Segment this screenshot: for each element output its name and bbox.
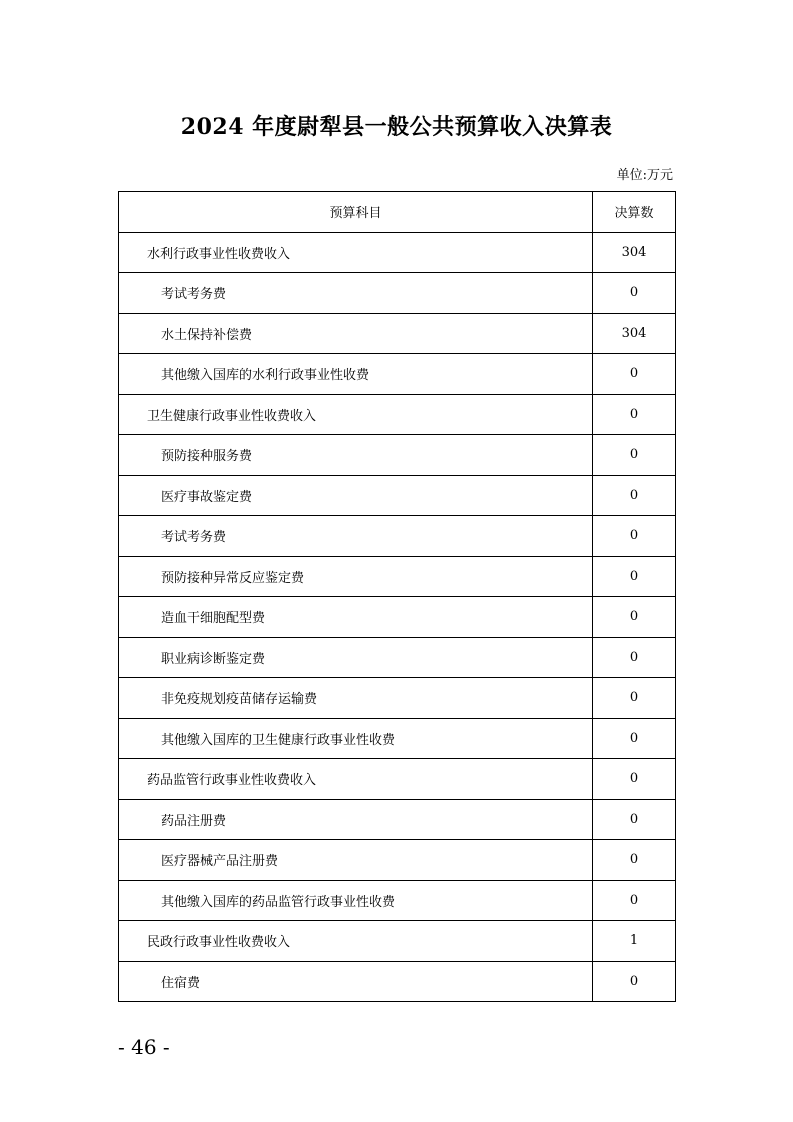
table-row [119, 921, 676, 962]
page-title: 2024 年度尉犁县一般公共预算收入决算表 [180, 114, 613, 140]
table-row [119, 840, 676, 881]
unit-label: 单位:万元 [616, 168, 673, 183]
table-row [119, 759, 676, 800]
category-cell: 卫生健康行政事业性收费收入 [119, 394, 593, 435]
amount-cell: 0 [593, 273, 676, 314]
subitem-cell: 造血干细胞配型费 [119, 597, 593, 638]
amount-cell: 0 [593, 678, 676, 719]
subitem-cell: 住宿费 [119, 961, 593, 1002]
subitem-cell: 考试考务费 [119, 516, 593, 557]
category-cell: 药品监管行政事业性收费收入 [119, 759, 593, 800]
table-row [119, 394, 676, 435]
subitem-cell: 其他缴入国库的卫生健康行政事业性收费 [119, 718, 593, 759]
subitem-cell: 其他缴入国库的药品监管行政事业性收费 [119, 880, 593, 921]
amount-cell: 304 [593, 232, 676, 273]
amount-cell: 0 [593, 354, 676, 395]
subitem-cell: 预防接种服务费 [119, 435, 593, 476]
amount-cell: 0 [593, 556, 676, 597]
amount-cell: 1 [593, 921, 676, 962]
table-row [119, 597, 676, 638]
table-row [119, 475, 676, 516]
subitem-cell: 水土保持补偿费 [119, 313, 593, 354]
table-row [119, 799, 676, 840]
table-row [119, 313, 676, 354]
table-row [119, 273, 676, 314]
amount-cell: 0 [593, 880, 676, 921]
table-row [119, 556, 676, 597]
subitem-cell: 医疗器械产品注册费 [119, 840, 593, 881]
table-row [119, 880, 676, 921]
table-row [119, 354, 676, 395]
category-cell: 水利行政事业性收费收入 [119, 232, 593, 273]
amount-cell: 0 [593, 799, 676, 840]
subitem-cell: 医疗事故鉴定费 [119, 475, 593, 516]
amount-cell: 0 [593, 718, 676, 759]
amount-cell: 0 [593, 475, 676, 516]
table-row [119, 435, 676, 476]
subitem-cell: 药品注册费 [119, 799, 593, 840]
amount-cell: 304 [593, 313, 676, 354]
column-header-value: 决算数 [593, 192, 676, 233]
subitem-cell: 预防接种异常反应鉴定费 [119, 556, 593, 597]
subitem-cell: 职业病诊断鉴定费 [119, 637, 593, 678]
amount-cell: 0 [593, 597, 676, 638]
amount-cell: 0 [593, 394, 676, 435]
subitem-cell: 考试考务费 [119, 273, 593, 314]
amount-cell: 0 [593, 759, 676, 800]
subitem-cell: 其他缴入国库的水利行政事业性收费 [119, 354, 593, 395]
table-header-row [119, 192, 676, 233]
table-row [119, 961, 676, 1002]
column-header-item: 预算科目 [119, 192, 593, 233]
page-number: - 46 - [118, 1035, 170, 1059]
amount-cell: 0 [593, 637, 676, 678]
subitem-cell: 非免疫规划疫苗储存运输费 [119, 678, 593, 719]
table-row [119, 516, 676, 557]
table-row [119, 637, 676, 678]
table-row [119, 232, 676, 273]
budget-table [118, 191, 676, 1002]
amount-cell: 0 [593, 516, 676, 557]
amount-cell: 0 [593, 840, 676, 881]
table-row [119, 678, 676, 719]
amount-cell: 0 [593, 435, 676, 476]
amount-cell: 0 [593, 961, 676, 1002]
table-row [119, 718, 676, 759]
category-cell: 民政行政事业性收费收入 [119, 921, 593, 962]
